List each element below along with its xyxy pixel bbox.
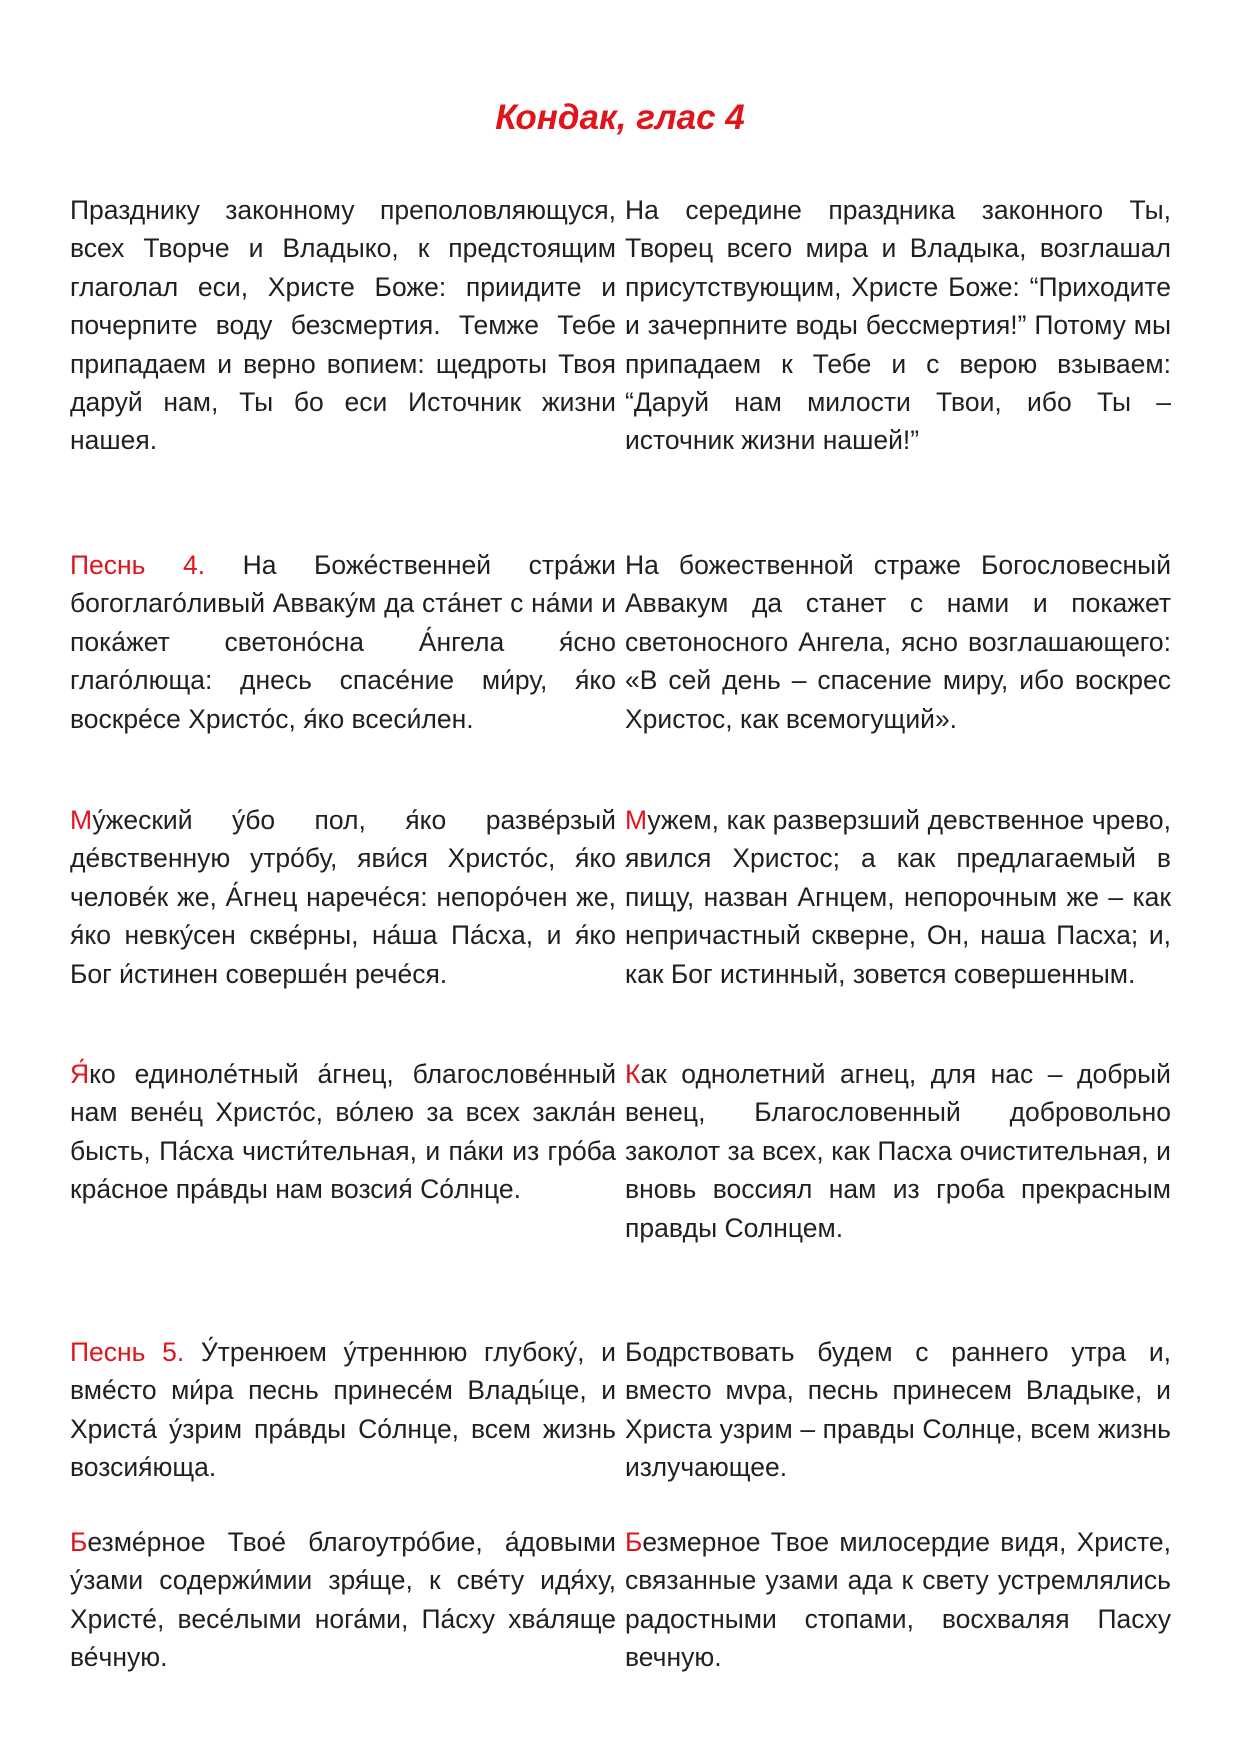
paragraph-text: Бодрствовать будем с раннего утра и, вместо мvра, песнь принесем Владыке, и Христа узрим – правды Солнце, всем жизнь излучающее. bbox=[625, 1337, 1171, 1483]
church-slavonic-text bbox=[70, 1523, 616, 1677]
section-marker: Я́ bbox=[70, 1059, 90, 1089]
paragraph-text: езме́рное Твое́ благоутро́бие, а́довыми у́зами содержи́мии зря́ще, к све́ту идя́ху, Христе́, весе́лыми нога́ми, Па́сху хва́ляще ве́чную. bbox=[70, 1527, 616, 1673]
church-slavonic-text bbox=[70, 191, 616, 460]
paragraph-text: ужем, как разверзший девственное чрево, явился Христос; а как предлагаемый в пищу, назван Агнцем, непорочным же – как непричастный скверне, Он, наша Пасха; и, как Бог истинный, зовется совершенным. bbox=[625, 805, 1171, 989]
section-marker: М bbox=[70, 805, 93, 835]
paragraph-text: у́жеский у́бо пол, я́ко разве́рзый де́вственную утро́бу, яви́ся Христо́с, я́ко челове́к же, А́гнец нарече́ся: непоро́чен же, я́ко невку́сен скве́рны, на́ша Па́сха, и я́ко Бог и́стинен соверше́н рече́ся. bbox=[70, 805, 616, 989]
ode-4-section bbox=[70, 546, 1171, 738]
russian-translation bbox=[625, 1333, 1171, 1487]
russian-translation bbox=[625, 1523, 1171, 1677]
church-slavonic-text bbox=[70, 546, 616, 738]
ode-5-section bbox=[70, 1333, 1171, 1487]
troparion-section bbox=[70, 1055, 1171, 1247]
paragraph-text: ак однолетний агнец, для нас – добрый венец, Благословенный добровольно заколот за всех, как Пасха очистительная, и вновь воссиял нам из гроба прекрасным правды Солнцем. bbox=[625, 1059, 1171, 1243]
paragraph-text: Празднику законному преполовляющуся, всех Творче и Владыко, к предстоящим глаголал еси, Христе Боже: приидите и почерпите воду безсмертия. Темже Тебе припадаем и верно вопием: щедроты Твоя даруй нам, Ты бо еси Источник жизни нашея. bbox=[70, 195, 616, 456]
paragraph-text: У́тренюем у́треннюю глубоку́, и вме́сто ми́ра песнь принесе́м Влады́це, и Христа́ у́зрим пра́вды Со́лнце, всем жизнь возсия́юща. bbox=[70, 1337, 616, 1483]
russian-translation bbox=[625, 546, 1171, 738]
paragraph-text: На Боже́ственней стра́жи богоглаго́ливый Авваку́м да ста́нет с на́ми и пока́жет светоно́сна А́нгела я́сно глаго́люща: днесь спасе́ние ми́ру, я́ко воскре́се Христо́с, я́ко всеси́лен. bbox=[70, 550, 616, 734]
page-title: Кондак, глас 4 bbox=[495, 98, 745, 137]
troparion-section bbox=[70, 801, 1171, 993]
section-marker: Песнь 5. bbox=[70, 1337, 185, 1367]
paragraph-text: На середине праздника законного Ты, Творец всего мира и Владыка, возглашал присутствующим, Христе Боже: “Приходите и зачерпните воды бессмертия!” Потому мы припадаем к Тебе и с верою взываем: “Даруй нам милости Твои, ибо Ты – источник жизни нашей!” bbox=[625, 195, 1171, 456]
church-slavonic-text bbox=[70, 1333, 616, 1487]
kontakion-section bbox=[70, 191, 1171, 460]
church-slavonic-text bbox=[70, 801, 616, 993]
section-marker: Б bbox=[625, 1527, 643, 1557]
paragraph-text: ко единоле́тный а́гнец, благослове́нный нам вене́ц Христо́с, во́лею за всех закла́н бысть, Па́сха чисти́тельная, и па́ки из гро́ба кра́сное пра́вды нам возсия́ Со́лнце. bbox=[70, 1059, 616, 1205]
section-marker: Б bbox=[70, 1527, 88, 1557]
section-marker: Песнь 4. bbox=[70, 550, 206, 580]
russian-translation bbox=[625, 191, 1171, 460]
church-slavonic-text bbox=[70, 1055, 616, 1247]
russian-translation bbox=[625, 1055, 1171, 1247]
troparion-section bbox=[70, 1523, 1171, 1677]
paragraph-text: езмерное Твое милосердие видя, Христе, связанные узами ада к свету устремлялись радостными стопами, восхваляя Пасху вечную. bbox=[625, 1527, 1171, 1673]
paragraph-text: На божественной страже Богословесный Аввакум да станет с нами и покажет светоносного Ангела, ясно возглашающего: «В сей день – спасение миру, ибо воскрес Христос, как всемогущий». bbox=[625, 550, 1171, 734]
section-marker: М bbox=[625, 805, 648, 835]
russian-translation bbox=[625, 801, 1171, 993]
section-marker: К bbox=[625, 1059, 641, 1089]
